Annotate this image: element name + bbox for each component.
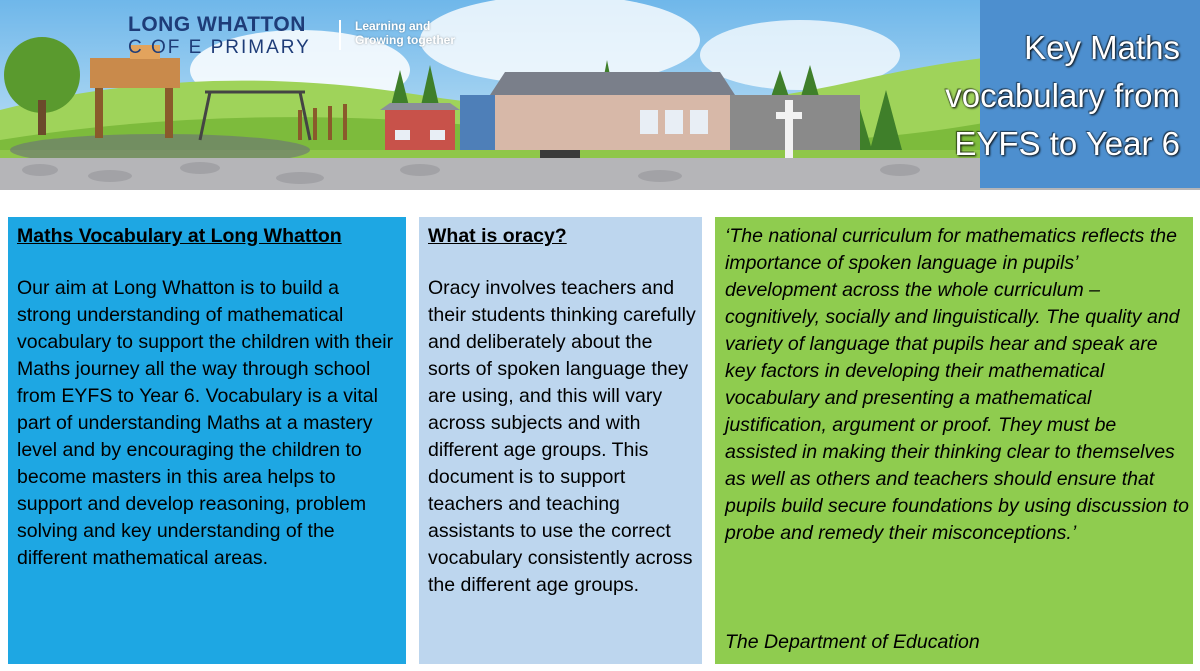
logo-divider <box>339 20 341 50</box>
curriculum-quote-panel <box>715 217 1193 664</box>
vocabulary-heading: Maths Vocabulary at Long Whatton <box>17 225 342 247</box>
oracy-body: Oracy involves teachers and their students thinking carefully and deliberately about the sorts of spoken language they are using, and this will vary across subjects and with different age groups. This document is to support teachers and teaching assistants to use the correct vocabulary consistently across the different age groups. <box>428 277 696 596</box>
vocabulary-body: Our aim at Long Whatton is to build a strong understanding of mathematical vocabulary to support the children with their Maths journey all the way through school from EYFS to Year 6. Vocabulary is a vital part of understanding Maths at a mastery level and by encouraging the children to become masters in this area helps to support and develop reasoning, problem solving and key understanding of the different mathematical areas. <box>17 277 394 569</box>
quote-source: The Department of Education <box>725 631 980 653</box>
tagline-line1: Learning and <box>355 19 431 33</box>
page-title <box>880 24 1180 168</box>
page-title-line2: vocabulary from <box>945 77 1180 114</box>
curriculum-quote: ‘The national curriculum for mathematics reflects the importance of spoken language in pupils’ development across the whole curriculum – cognitively, socially and linguistically. The quality and variety of language that pupils hear and speak are key factors in developing their mathematical vocabulary and presenting a mathematical justification, argument or proof. They must be assisted in making their thinking clear to themselves as well as others and teachers should ensure that pupils build secure foundations by using discussion to probe and remedy their misconceptions.’ <box>725 225 1189 544</box>
school-name-line2: C OF E PRIMARY <box>128 37 311 58</box>
school-tagline <box>355 19 455 48</box>
page-title-line1: Key Maths <box>1024 29 1180 66</box>
vocabulary-panel <box>8 217 406 664</box>
school-name-line1: LONG WHATTON <box>128 13 306 36</box>
oracy-panel <box>419 217 702 664</box>
page-title-line3: EYFS to Year 6 <box>954 125 1180 162</box>
oracy-heading: What is oracy? <box>428 225 567 247</box>
school-logo <box>128 14 311 57</box>
tagline-line2: Growing together <box>355 33 455 48</box>
header-banner <box>0 0 1200 190</box>
